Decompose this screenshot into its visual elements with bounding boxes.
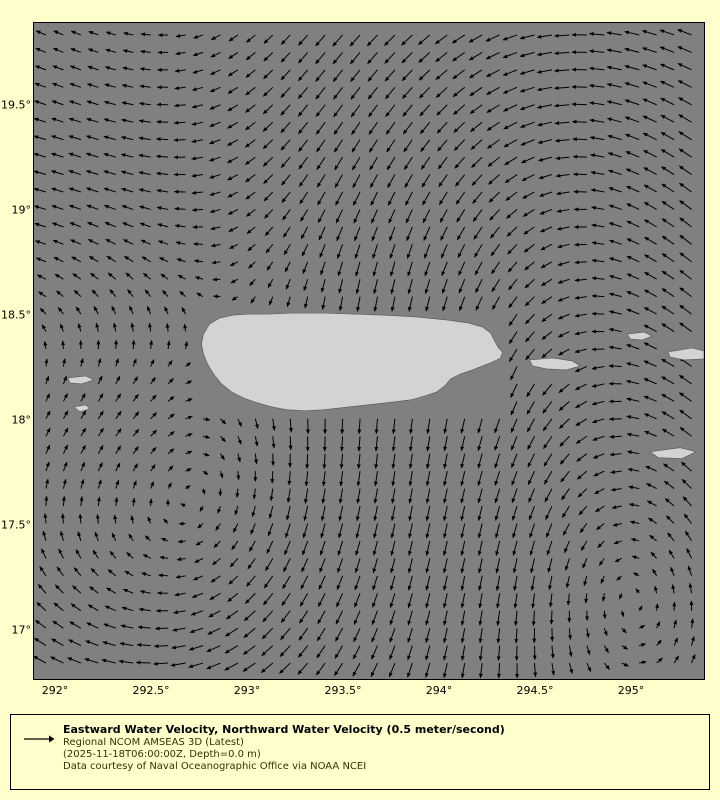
desecheo-island <box>74 405 90 412</box>
vector-arrow-icon <box>23 733 55 745</box>
y-tick-18-5: 18.5° <box>1 308 31 322</box>
mona-island <box>68 376 94 384</box>
x-tick-292-5: 292.5° <box>132 684 170 697</box>
vieques-island <box>530 358 581 370</box>
y-tick-17-5: 17.5° <box>1 518 31 532</box>
puerto-rico-island <box>202 313 503 411</box>
legend-panel <box>10 714 710 790</box>
culebra-island <box>627 332 652 340</box>
legend-timestamp: (2025-11-18T06:00:00Z, Depth=0.0 m) <box>63 749 261 760</box>
map-container[interactable] <box>1 22 705 697</box>
y-tick-17: 17° <box>11 623 31 637</box>
y-tick-19-5: 19.5° <box>1 98 31 112</box>
y-tick-19: 19° <box>11 203 31 217</box>
st-croix-island <box>650 448 696 459</box>
legend-title: Eastward Water Velocity, Northward Water Velocity (0.5 meter/second) <box>63 723 505 736</box>
y-tick-18: 18° <box>11 413 31 427</box>
x-tick-292: 292° <box>41 684 69 697</box>
x-tick-293: 293° <box>233 684 261 697</box>
x-tick-295: 295° <box>617 684 645 697</box>
legend-source: Regional NCOM AMSEAS 3D (Latest) <box>63 737 244 748</box>
x-tick-294: 294° <box>425 684 453 697</box>
x-tick-294-5: 294.5° <box>516 684 554 697</box>
land-polygons <box>34 23 704 679</box>
x-tick-293-5: 293.5° <box>324 684 362 697</box>
legend-text-block <box>63 723 703 773</box>
map-plot-area[interactable] <box>33 22 705 680</box>
legend-courtesy: Data courtesy of Naval Oceanographic Office via NOAA NCEI <box>63 761 367 772</box>
st-thomas-island <box>668 348 704 360</box>
